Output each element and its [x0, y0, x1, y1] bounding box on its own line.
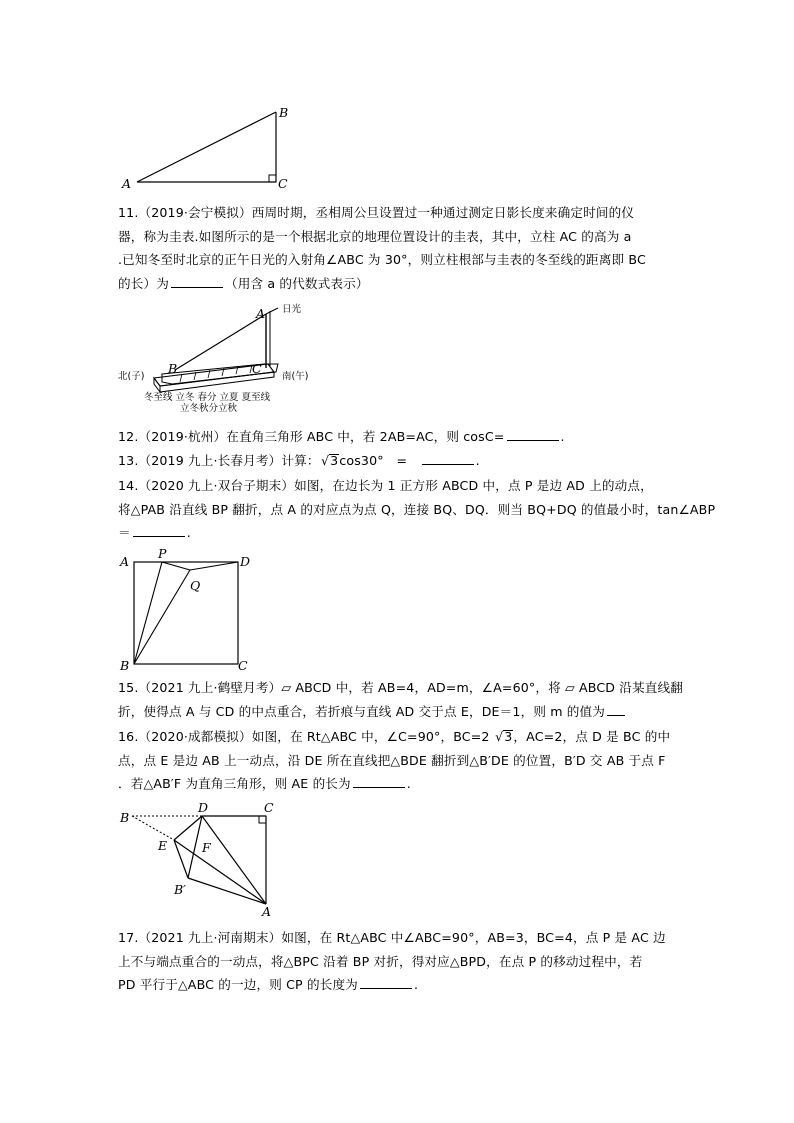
figure-square	[118, 546, 258, 671]
label-north: 北(子)	[118, 371, 145, 382]
q11-line-1: 11.（2019·会宁模拟）西周时期，丞相周公旦设置过一种通过测定日影长度来确定时间的仪	[118, 205, 635, 220]
label-C: C	[264, 800, 274, 815]
label-F: F	[202, 840, 211, 855]
q15-line-1: 15.（2021 九上·鹤壁月考）▱ ABCD 中，若 AB=4，AD=m，∠A=60°，将 ▱ ABCD 沿某直线翻	[118, 680, 683, 695]
label-A: A	[120, 554, 130, 569]
label-south: 南(午)	[282, 371, 309, 382]
q14-line-2: 将△PAB 沿直线 BP 翻折，点 A 的对应点为点 Q，连接 BQ、DQ．则当 BQ+DQ 的值最小时，tan∠ABP	[118, 501, 716, 517]
q16-line-2: 点，点 E 是边 AB 上一动点，沿 DE 所在直线把△BDE 翻折到△B′DE 的位置，B′D 交 AB 于点 F	[118, 752, 666, 768]
q12-line: 12.（2019·杭州）在直角三角形 ABC 中，若 2AB=AC，则 cosC= .	[118, 429, 565, 444]
label-B-prime: B′	[174, 882, 187, 897]
q16-line-3: ．若△AB′F 为直角三角形，则 AE 的长为 .	[118, 776, 411, 791]
question-14	[118, 474, 716, 545]
label-C: C	[238, 658, 248, 673]
q16-line-1: 16.（2020·成都模拟）如图，在 Rt△ABC 中，∠C=90°，BC=2 √ 3，AC=2，点 D 是 BC 的中	[118, 725, 683, 749]
answer-blank[interactable]	[353, 775, 405, 788]
label-Q: Q	[190, 578, 201, 593]
figure-folded-triangle	[118, 800, 288, 920]
q14-line-3: ＝ .	[118, 525, 191, 540]
label-D: D	[240, 554, 251, 569]
q17-line-3: PD 平行于△ABC 的一边，则 CP 的长度为 .	[118, 977, 419, 992]
label-scale-row1: 冬至线 立冬 春分 立夏 夏至线	[144, 392, 271, 403]
question-15	[118, 676, 683, 723]
label-B: B	[279, 105, 289, 120]
question-17	[118, 926, 683, 997]
q11-line-4: 的长）为 （用含 a 的代数式表示）	[118, 275, 369, 291]
q14-line-1: 14.（2020 九上·双台子期末）如图，在边长为 1 正方形 ABCD 中，点 P 是边 AD 上的动点，	[118, 478, 653, 493]
label-A: A	[122, 176, 132, 191]
answer-blank[interactable]	[422, 452, 474, 465]
label-A: A	[262, 904, 272, 919]
label-B: B	[120, 658, 130, 673]
q11-line-2: 器，称为圭表.如图所示的是一个根据北京的地理位置设计的圭表，其中，立柱 AC 的高为 a	[118, 228, 632, 244]
answer-blank[interactable]	[607, 703, 625, 716]
answer-blank[interactable]	[507, 428, 559, 441]
answer-blank[interactable]	[360, 976, 412, 989]
question-11	[118, 201, 683, 295]
label-B: B	[120, 810, 130, 825]
figure-gnomon	[118, 302, 348, 414]
label-scale-row2: 立冬秋分立秋	[180, 403, 238, 414]
question-12	[118, 425, 683, 449]
label-C: C	[252, 361, 262, 376]
question-13	[118, 449, 683, 473]
label-E: E	[158, 838, 168, 853]
sqrt-3: √ 3	[503, 730, 513, 743]
label-D: D	[198, 800, 209, 815]
label-A: A	[256, 306, 266, 321]
label-sunlight: 日光	[282, 304, 302, 315]
answer-blank[interactable]	[133, 524, 185, 537]
label-C: C	[278, 176, 288, 191]
label-B: B	[168, 361, 178, 376]
q17-line-1: 17.（2021 九上·河南期末）如图，在 Rt△ABC 中∠ABC=90°，AB=3，BC=4，点 P 是 AC 边	[118, 930, 666, 945]
q13-line: 13.（2019 九上·长春月考）计算： √ 3cos30° = .	[118, 449, 683, 473]
q17-line-2: 上不与端点重合的一动点，将△BPC 沿着 BP 对折，得对应△BPD，在点 P 的移动过程中，若	[118, 953, 643, 969]
label-P: P	[158, 546, 167, 561]
q15-line-2: 折，使得点 A 与 CD 的中点重合，若折痕与直线 AD 交于点 E，DE＝1，则 m 的值为	[118, 700, 683, 724]
figure-right-triangle	[120, 100, 300, 195]
sqrt-3: √ 3	[329, 454, 339, 467]
answer-blank[interactable]	[171, 275, 223, 288]
q11-line-3: .已知冬至时北京的正午日光的入射角∠ABC 为 30°，则立柱根部与圭表的冬至线的距离即 BC	[118, 252, 646, 267]
question-16	[118, 725, 683, 796]
